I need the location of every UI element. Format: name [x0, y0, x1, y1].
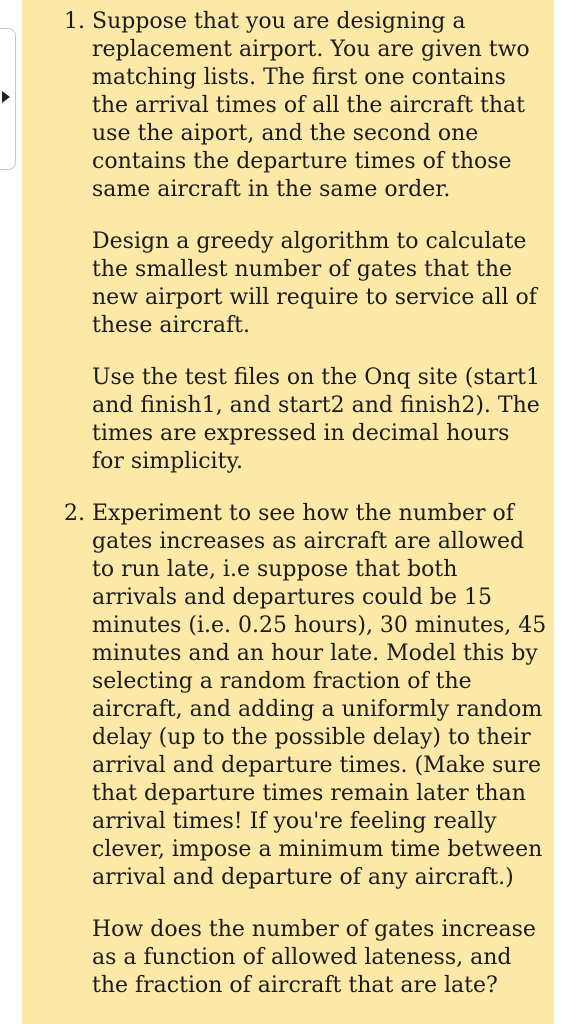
list-item-1 [22, 8, 554, 476]
list-item-number: 1. [64, 9, 85, 34]
expand-arrow-icon[interactable] [2, 91, 10, 103]
side-panel-toggle[interactable] [0, 28, 16, 170]
paragraph: How does the number of gates increase as a function of allowed lateness, and the fraction of aircraft that are late? [92, 917, 536, 998]
paragraph: Use the test files on the Onq site (start1 and finish1, and start2 and finish2). The times are expressed in decimal hours for simplicity. [92, 365, 540, 474]
list-item-2 [22, 500, 554, 1000]
question-list [22, 8, 554, 1000]
paragraph: Suppose that you are designing a replacement airport. You are given two matching lists. The first one contains the arrival times of all the aircraft that use the aiport, and the second one contains the departure times of those same aircraft in the same order. [92, 9, 530, 202]
paragraph: Experiment to see how the number of gates increases as aircraft are allowed to run late, i.e suppose that both arrivals and departures could be 15 minutes (i.e. 0.25 hours), 30 minutes, 45 minutes and an hour late. Model this by selecting a random fraction of the aircraft, and adding a uniformly random delay (up to the possible delay) to their arrival and departure times. (Make sure that departure times remain later than arrival times! If you're feeling really clever, impose a minimum time between arrival and departure of any aircraft.) [92, 501, 547, 890]
paragraph: Design a greedy algorithm to calculate the smallest number of gates that the new airport will require to service all of these aircraft. [92, 229, 537, 338]
question-panel [22, 0, 554, 1024]
list-item-number: 2. [64, 501, 85, 526]
